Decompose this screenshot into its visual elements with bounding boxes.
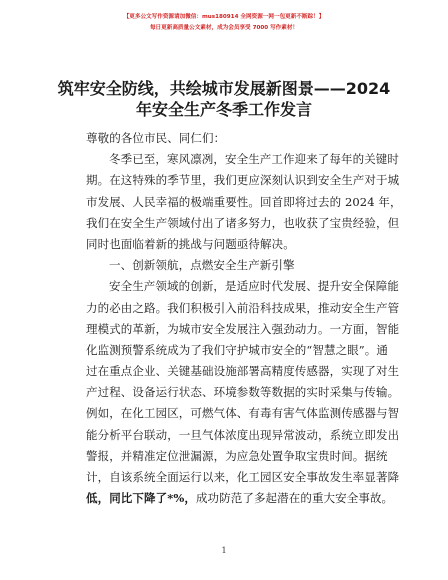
- paragraph-line: 计，自该系统全面运行以来，化工园区安全事故发生率显著降: [86, 470, 400, 484]
- paragraph-line: 我们在安全生产领域付出了诸多努力，也收获了宝贵经验，但: [86, 215, 400, 230]
- paragraph-line: 冬季已至，寒风凛冽，安全生产工作迎来了每年的关键时: [109, 152, 399, 167]
- title-line-1: 筑牢安全防线，共绘城市发展新图景——2024: [57, 79, 391, 98]
- document-title: [0, 78, 448, 120]
- paragraph-line: 警报，并精准定位泄漏源，为应急处置争取宝贵时间。据统: [86, 448, 388, 463]
- paragraph-line: 市发展、人民幸福的极端重要性。回首即将过去的 2024 年，: [86, 194, 402, 209]
- paragraph-line: 产过程、设备运行状态、环境参数等数据的实时采集与传输。: [86, 385, 400, 400]
- highlighted-statistic: 低，同比下降了*%，: [86, 491, 196, 506]
- paragraph-line: 同时也面临着新的挑战与问题亟待解决。: [86, 236, 295, 251]
- paragraph-line: 化监测预警系统成为了我们守护城市安全的“智慧之眼”。通: [86, 342, 388, 357]
- page-number: 1: [221, 546, 227, 555]
- paragraph-line: 理模式的革新，为城市安全发展注入强劲动力。一方面，智能: [86, 321, 400, 336]
- paragraph-line-tail: 成功防范了多起潜在的重大安全事故。: [195, 491, 394, 506]
- paragraph-line-last: [86, 488, 394, 509]
- paragraph-line: 例如，在化工园区，可燃气体、有毒有害气体监测传感器与智: [86, 406, 400, 421]
- document-body: [86, 128, 402, 509]
- promo-banner: [0, 12, 448, 33]
- title-line-2: 年安全生产冬季工作发言: [135, 100, 312, 119]
- paragraph-line: 能分析平台联动，一旦气体浓度出现异常波动，系统立即发出: [86, 427, 400, 442]
- paragraph-line: 力的必由之路。我们积极引入前沿科技成果，推动安全生产管: [86, 300, 400, 315]
- paragraph-1: [86, 149, 402, 255]
- paragraph-2: [86, 276, 400, 509]
- paragraph-line: 安全生产领域的创新，是适应时代发展、提升安全保障能: [109, 279, 399, 294]
- promo-banner-line-1: 【更多公文写作资源请加微信：mus180914 全网资源一网一包更新不断踪！】: [123, 14, 325, 20]
- promo-banner-line-2: 每日更新高质量公文素材，成为会员享受 7000 写作素材！: [149, 24, 299, 31]
- paragraph-line: 过在重点企业、关键基础设施部署高精度传感器，实现了对生: [86, 364, 400, 379]
- section-heading-1: 一、创新领航，点燃安全生产新引擎: [109, 258, 295, 273]
- salutation: 尊敬的各位市民、同仁们：: [86, 131, 226, 145]
- paragraph-line: 期。在这特殊的季节里，我们更应深刻认识到安全生产对于城: [86, 173, 400, 188]
